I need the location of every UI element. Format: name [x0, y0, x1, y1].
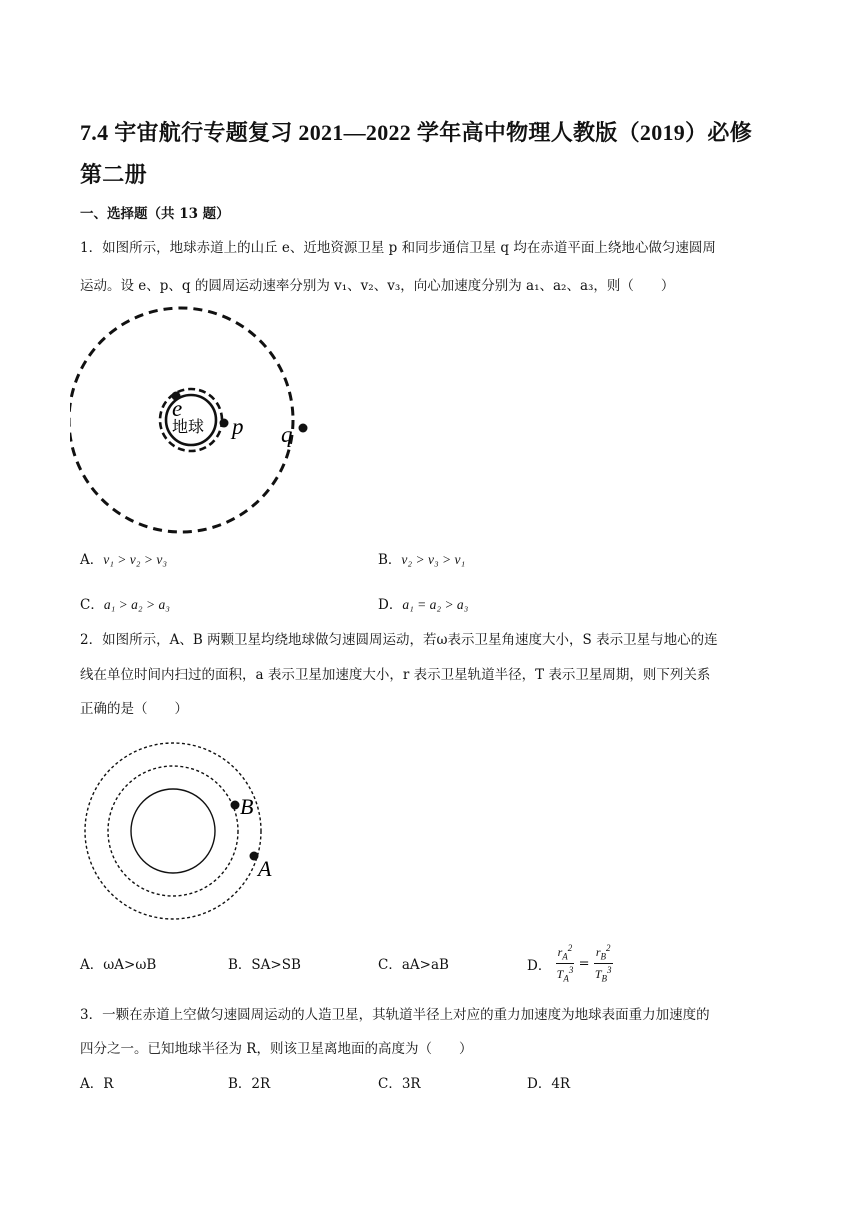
label-p: p	[232, 414, 244, 439]
label-a: A	[258, 856, 272, 881]
q2-option-a: A．ωA>ωB	[80, 957, 157, 973]
q2-text-line2: 线在单位时间内扫过的面积，a 表示卫星加速度大小，r 表示卫星轨道半径，T 表示卫星周期，则下列关系	[80, 667, 711, 683]
label-earth: 地球	[172, 417, 205, 436]
fraction-b: $\frac{r_B^2}{T_B^3}$	[594, 943, 612, 984]
point-q	[299, 424, 308, 433]
q1-orbit-figure	[70, 300, 320, 540]
q2-text-line3: 正确的是（ ）	[80, 701, 188, 717]
q3-text-line2: 四分之一。已知地球半径为 R，则该卫星离地面的高度为（ ）	[80, 1041, 473, 1057]
orbit-b-circle	[108, 766, 238, 896]
earth-circle	[131, 789, 215, 873]
q1-option-d: D．a₁ = a₂ > a₃	[378, 597, 469, 613]
q1-text-line1: 1．如图所示，地球赤道上的山丘 e、近地资源卫星 p 和同步通信卫星 q 均在赤道平面上绕地心做匀速圆周	[80, 240, 716, 256]
q1-option-a: A．v₁ > v₂ > v₃	[80, 552, 168, 568]
q2-orbit-figure	[80, 740, 280, 930]
q2-option-b: B．SA>SB	[228, 957, 301, 973]
document-title-line2: 第二册	[80, 162, 147, 187]
q3-option-b: B．2R	[228, 1076, 271, 1092]
q1-option-b: B．v₂ > v₃ > v₁	[378, 552, 466, 568]
q3-option-d: D．4R	[527, 1076, 571, 1092]
q2-text-line1: 2．如图所示，A、B 两颗卫星均绕地球做匀速圆周运动，若ω表示卫星角速度大小，S 表示卫星与地心的连	[80, 632, 718, 648]
point-p	[220, 419, 229, 428]
q3-option-a: A．R	[80, 1076, 114, 1092]
point-b	[231, 801, 240, 810]
q2-option-d: D． $\frac{r_A^2}{T_A^3}$ = $\frac{r_B^2}{T_B^3}$	[527, 943, 612, 984]
fraction-a: $\frac{r_A^2}{T_A^3}$	[556, 943, 574, 984]
label-e: e	[172, 396, 183, 421]
q2-option-c: C．aA>aB	[378, 957, 449, 973]
section-heading: 一、选择题（共 13 题）	[80, 206, 230, 222]
document-title-line1: 7.4 宇宙航行专题复习 2021—2022 学年高中物理人教版（2019）必修	[80, 120, 753, 145]
q3-option-c: C．3R	[378, 1076, 421, 1092]
label-b: B	[240, 794, 254, 819]
label-q: q	[281, 422, 293, 447]
orbit-a-circle	[85, 743, 261, 919]
q1-text-line2: 运动。设 e、p、q 的圆周运动速率分别为 v₁、v₂、v₃，向心加速度分别为 a₁、a₂、a₃，则（ ）	[80, 278, 675, 294]
q3-text-line1: 3．一颗在赤道上空做匀速圆周运动的人造卫星，其轨道半径上对应的重力加速度为地球表面重力加速度的	[80, 1007, 710, 1023]
q1-option-c: C．a₁ > a₂ > a₃	[80, 597, 170, 613]
